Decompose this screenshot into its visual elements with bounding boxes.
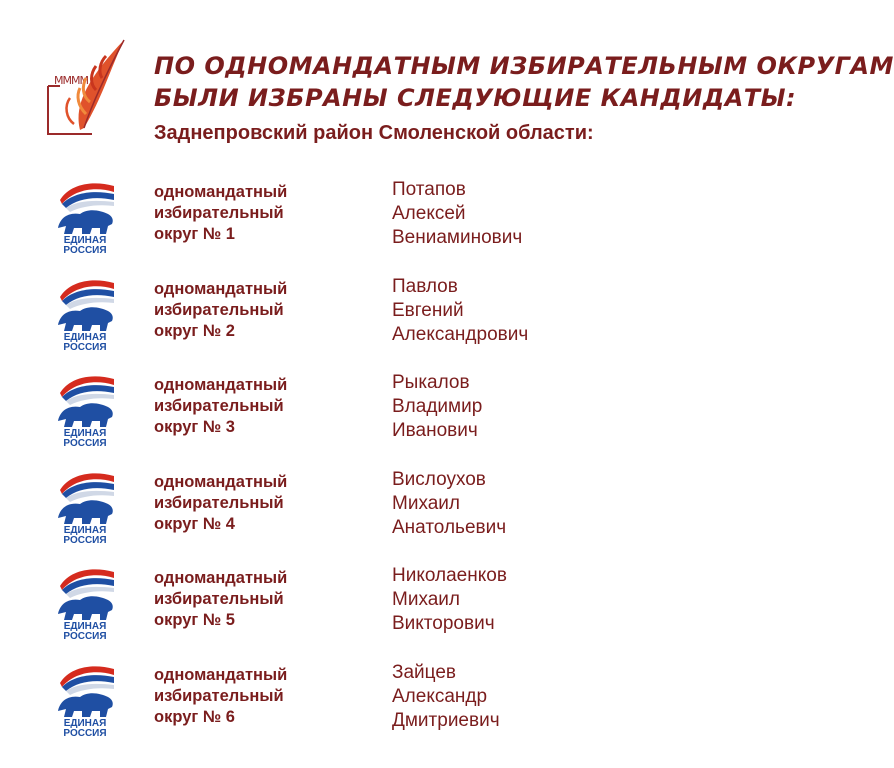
heading-line-2: БЫЛИ ИЗБРАНЫ СЛЕДУЮЩИЕ КАНДИДАТЫ: <box>154 84 797 112</box>
candidate-name <box>392 371 482 443</box>
logo-text-line-1: ЕДИНАЯ <box>63 428 107 439</box>
district-line-2: избирательный <box>154 300 284 319</box>
candidate-surname: Потапов <box>392 179 466 200</box>
united-russia-logo <box>52 178 118 254</box>
district-number: округ № 2 <box>154 321 235 340</box>
district-label <box>154 375 287 438</box>
logo-text-line-2: РОССИЯ <box>63 438 107 449</box>
candidate-patronymic: Викторович <box>392 613 495 634</box>
candidate-first-name: Александр <box>392 685 488 707</box>
district-line-1: одномандатный <box>154 472 288 491</box>
logo-text-line-1: ЕДИНАЯ <box>63 621 107 632</box>
candidate-name <box>392 564 507 636</box>
district-number: округ № 6 <box>154 707 235 726</box>
united-russia-logo <box>52 275 118 351</box>
candidate-first-name: Михаил <box>392 589 460 610</box>
district-line-2: избирательный <box>154 204 284 222</box>
district-label <box>154 182 287 245</box>
district-row <box>52 176 742 273</box>
candidate-first-name: Алексей <box>392 203 466 224</box>
candidate-name <box>392 178 522 250</box>
united-russia-logo <box>52 371 118 447</box>
candidate-first-name: Михаил <box>392 492 460 514</box>
candidate-surname: Павлов <box>392 275 458 297</box>
district-row <box>52 659 742 756</box>
logo-text-line-2: РОССИЯ <box>63 245 107 256</box>
logo-text-line-2: РОССИЯ <box>63 341 107 353</box>
district-line-1: одномандатный <box>154 183 288 201</box>
candidate-first-name: Евгений <box>392 299 464 321</box>
svg-text:MMMM: MMMM <box>54 74 88 87</box>
subtitle: Заднепровский район Смоленской области: <box>154 122 594 144</box>
candidate-surname: Зайцев <box>392 661 456 683</box>
district-row <box>52 466 742 563</box>
district-number: округ № 5 <box>154 611 235 629</box>
district-label <box>154 279 287 342</box>
district-number: округ № 4 <box>154 514 235 533</box>
candidate-surname: Рыкалов <box>392 372 470 393</box>
district-number: округ № 1 <box>154 225 235 243</box>
heading <box>154 50 894 114</box>
districts-list <box>52 176 742 755</box>
district-line-1: одномандатный <box>154 569 288 587</box>
district-line-2: избирательный <box>154 493 284 512</box>
district-line-2: избирательный <box>154 686 284 705</box>
district-label <box>154 665 287 728</box>
district-row <box>52 369 742 466</box>
candidate-name <box>392 661 500 733</box>
candidate-name <box>392 468 506 540</box>
logo-text-line-1: ЕДИНАЯ <box>63 717 107 729</box>
district-line-2: избирательный <box>154 397 284 415</box>
candidate-first-name: Владимир <box>392 396 483 417</box>
united-russia-logo <box>52 468 118 544</box>
candidate-patronymic: Иванович <box>392 420 478 441</box>
candidate-patronymic: Вениаминович <box>392 227 523 248</box>
candidate-patronymic: Анатольевич <box>392 516 507 538</box>
district-row <box>52 562 742 659</box>
logo-text-line-1: ЕДИНАЯ <box>63 331 107 343</box>
united-russia-logo <box>52 564 118 640</box>
candidate-patronymic: Дмитриевич <box>392 709 500 731</box>
united-russia-logo <box>52 661 118 737</box>
district-row <box>52 273 742 370</box>
district-label <box>154 472 287 535</box>
logo-text-line-1: ЕДИНАЯ <box>63 235 107 246</box>
heading-line-1: ПО ОДНОМАНДАТНЫМ ИЗБИРАТЕЛЬНЫМ ОКРУГАМ <box>154 52 894 80</box>
logo-text-line-2: РОССИЯ <box>63 631 107 642</box>
logo-text-line-2: РОССИЯ <box>63 727 107 739</box>
candidate-surname: Вислоухов <box>392 468 486 490</box>
candidate-name <box>392 275 528 347</box>
candidate-patronymic: Александрович <box>392 323 529 345</box>
district-line-2: избирательный <box>154 590 284 608</box>
district-line-1: одномандатный <box>154 665 288 684</box>
logo-text-line-2: РОССИЯ <box>63 534 107 546</box>
district-label <box>154 568 287 631</box>
candidate-surname: Николаенков <box>392 565 507 586</box>
district-line-1: одномандатный <box>154 279 288 298</box>
election-emblem <box>40 34 136 138</box>
district-number: округ № 3 <box>154 418 235 436</box>
district-line-1: одномандатный <box>154 376 288 394</box>
logo-text-line-1: ЕДИНАЯ <box>63 524 107 536</box>
